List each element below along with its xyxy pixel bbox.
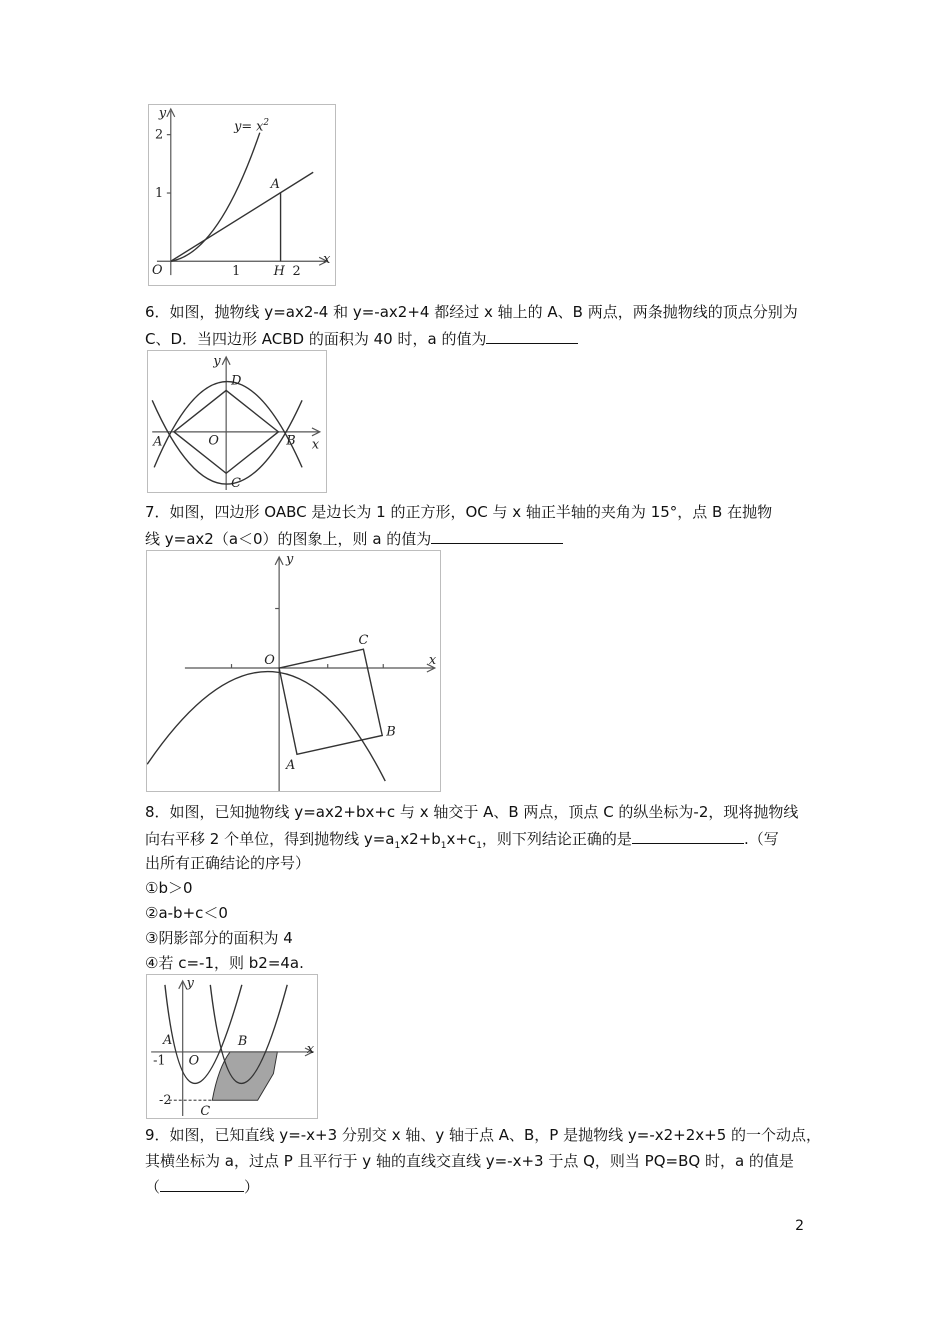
question-6-line-2 [145,329,578,349]
line-oa [171,172,313,261]
question-7-line-2-text: 线 y=ax2（a＜0）的图象上，则 a 的值为 [145,530,432,548]
question-8-option-4: ④若 c=-1，则 b2=4a. [145,954,304,972]
subscript-c1: 1 [476,841,482,851]
question-8-line-2-part-b: x2+b [400,830,441,848]
question-8-line-2-part-a: 向右平移 2 个单位，得到抛物线 y=a [145,830,395,848]
label-origin: O [188,1053,200,1069]
label-d: D [231,373,242,389]
answer-blank-6 [486,329,578,344]
label-origin: O [208,433,219,449]
label-a: A [153,434,163,450]
question-8-option-1: ①b＞0 [145,879,193,897]
parabola-curve [171,133,260,262]
answer-blank-8 [632,829,744,844]
question-9-line-3 [145,1177,259,1197]
subscript-a1: 1 [394,841,401,851]
figure-parabola-line [148,104,336,286]
tick-label-minus-1: -1 [153,1053,166,1069]
page-number: 2 [795,1218,804,1234]
figure-two-parabolas [147,350,327,493]
label-a: A [286,758,296,774]
tick-label-x2: 2 [292,264,301,280]
label-y: y [286,551,294,567]
figure-square-parabola [146,550,441,792]
label-y: y [186,975,194,991]
question-8-line-2 [145,829,779,856]
tick-label-minus-2: -2 [159,1093,172,1109]
tick-label-x1: 1 [232,264,241,280]
label-b: B [286,433,296,449]
label-c: C [200,1104,211,1118]
label-x: x [428,653,437,669]
label-c: C [358,633,369,649]
tick-label-y2: 2 [154,127,164,143]
label-origin: O [152,263,163,279]
paren-close: ） [244,1178,260,1196]
figure-6-svg [148,351,326,492]
question-7-line-1: 7．如图，四边形 OABC 是边长为 1 的正方形，OC 与 x 轴正半轴的夹角为 15°，点 B 在抛物 [145,503,773,521]
label-y: y [213,353,221,369]
shaded-region [212,1052,277,1100]
label-h: H [273,264,285,280]
answer-blank-7 [431,529,563,544]
label-x: x [306,1041,315,1057]
question-8-line-2-part-c: x+c [446,830,477,848]
label-origin: O [264,653,275,669]
question-8-line-3: 出所有正确结论的序号） [145,854,311,872]
figure-8-svg [147,975,317,1118]
label-a: A [162,1033,173,1049]
tick-label-y1: 1 [154,185,164,201]
parabola-curve [147,672,385,782]
question-7-line-2 [145,529,563,549]
label-c: C [231,476,241,492]
label-a: A [270,177,280,193]
question-6-line-1: 6．如图，抛物线 y=ax2-4 和 y=-ax2+4 都经过 x 轴上的 A、B 两点，两条抛物线的顶点分别为 [145,303,798,321]
subscript-b1: 1 [440,841,447,851]
figure-shifted-parabola [146,974,318,1119]
question-8-option-2: ②a-b+c＜0 [145,904,228,922]
label-x: x [311,437,320,453]
question-6-line-2-text: C、D．当四边形 ACBD 的面积为 40 时，a 的值为 [145,330,487,348]
parabola-downward [154,382,302,468]
parabola-upward [152,400,302,484]
question-8-line-1: 8．如图，已知抛物线 y=ax2+bx+c 与 x 轴交于 A、B 两点，顶点 C 的纵坐标为-2，现将抛物线 [145,803,799,821]
figure-7-svg [147,551,440,791]
question-8-line-2-part-d: ，则下列结论正确的是 [481,830,632,848]
question-9-line-1: 9．如图，已知直线 y=-x+3 分别交 x 轴、y 轴于点 A、B，P 是抛物线 y=-x2+2x+5 的一个动点， [145,1126,822,1144]
label-b: B [237,1034,248,1050]
question-8-line-2-part-e: .（写 [743,830,779,848]
curve-equation: $y= x^2$ [234,117,270,135]
question-9-line-2: 其横坐标为 a，过点 P 且平行于 y 轴的直线交直线 y=-x+3 于点 Q，则当 PQ=BQ 时，a 的值是 [145,1152,794,1170]
paren-open: （ [145,1178,161,1196]
label-y: y [158,105,167,121]
answer-blank-9 [160,1177,244,1192]
question-8-option-3: ③阴影部分的面积为 4 [145,929,293,947]
label-x: x [323,252,331,268]
label-b: B [386,724,396,740]
figure-1-svg [149,105,335,285]
